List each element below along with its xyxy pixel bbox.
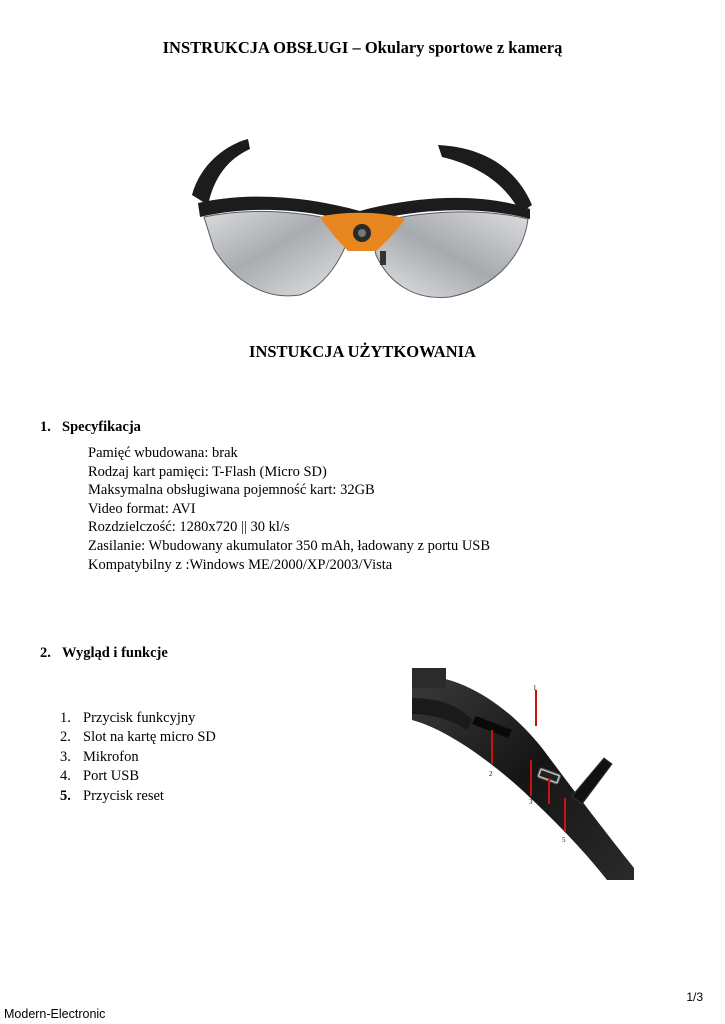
callout-5: 5 [562,836,566,844]
features-list [60,709,216,806]
callout-4: 4 [546,808,550,816]
list-item-label: Port USB [83,768,140,785]
list-item-label: Przycisk reset [83,787,164,804]
spec-heading-text: Specyfikacja [62,419,141,435]
features-heading [40,645,168,662]
list-item [60,728,216,747]
features-heading-text: Wygląd i funkcje [62,645,168,661]
list-item-label: Slot na kartę micro SD [83,729,216,746]
spec-number: 1. [40,419,51,435]
list-item-number: 2. [60,729,71,746]
spec-list [88,444,490,574]
spec-line: Maksymalna obsługiwana pojemność kart: 32GB [88,482,375,499]
section-title: INSTUKCJA UŻYTKOWANIA [249,342,476,361]
spec-line: Pamięć wbudowana: brak [88,445,238,461]
footer-brand: Modern-Electronic [4,1007,106,1021]
list-item-number: 5. [60,787,71,804]
callout-1: 1 [533,684,537,692]
page-title: INSTRUKCJA OBSŁUGI – Okulary sportowe z kamerą [162,38,563,57]
spec-line: Kompatybilny z :Windows ME/2000/XP/2003/Vista [88,556,393,573]
spec-heading [40,419,141,436]
glasses-photo [180,125,550,305]
callout-3: 3 [529,798,533,806]
spec-line: Zasilanie: Wbudowany akumulator 350 mAh, ładowany z portu USB [88,537,491,554]
spec-line: Rozdzielczość: 1280x720 || 30 kl/s [88,519,290,536]
glasses-detail-photo [412,668,634,880]
list-item-number: 3. [60,748,71,765]
callout-2: 2 [489,770,493,778]
list-item-number: 1. [60,710,71,726]
page-number: 1/3 [686,990,703,1004]
list-item [60,709,216,728]
spec-line: Video format: AVI [88,500,196,517]
list-item-number: 4. [60,768,71,785]
spec-line: Rodzaj kart pamięci: T-Flash (Micro SD) [88,463,327,480]
list-item [60,787,216,806]
list-item-label: Przycisk funkcyjny [83,710,196,726]
list-item [60,748,216,767]
list-item-label: Mikrofon [83,748,139,765]
features-number: 2. [40,645,51,661]
list-item [60,767,216,786]
